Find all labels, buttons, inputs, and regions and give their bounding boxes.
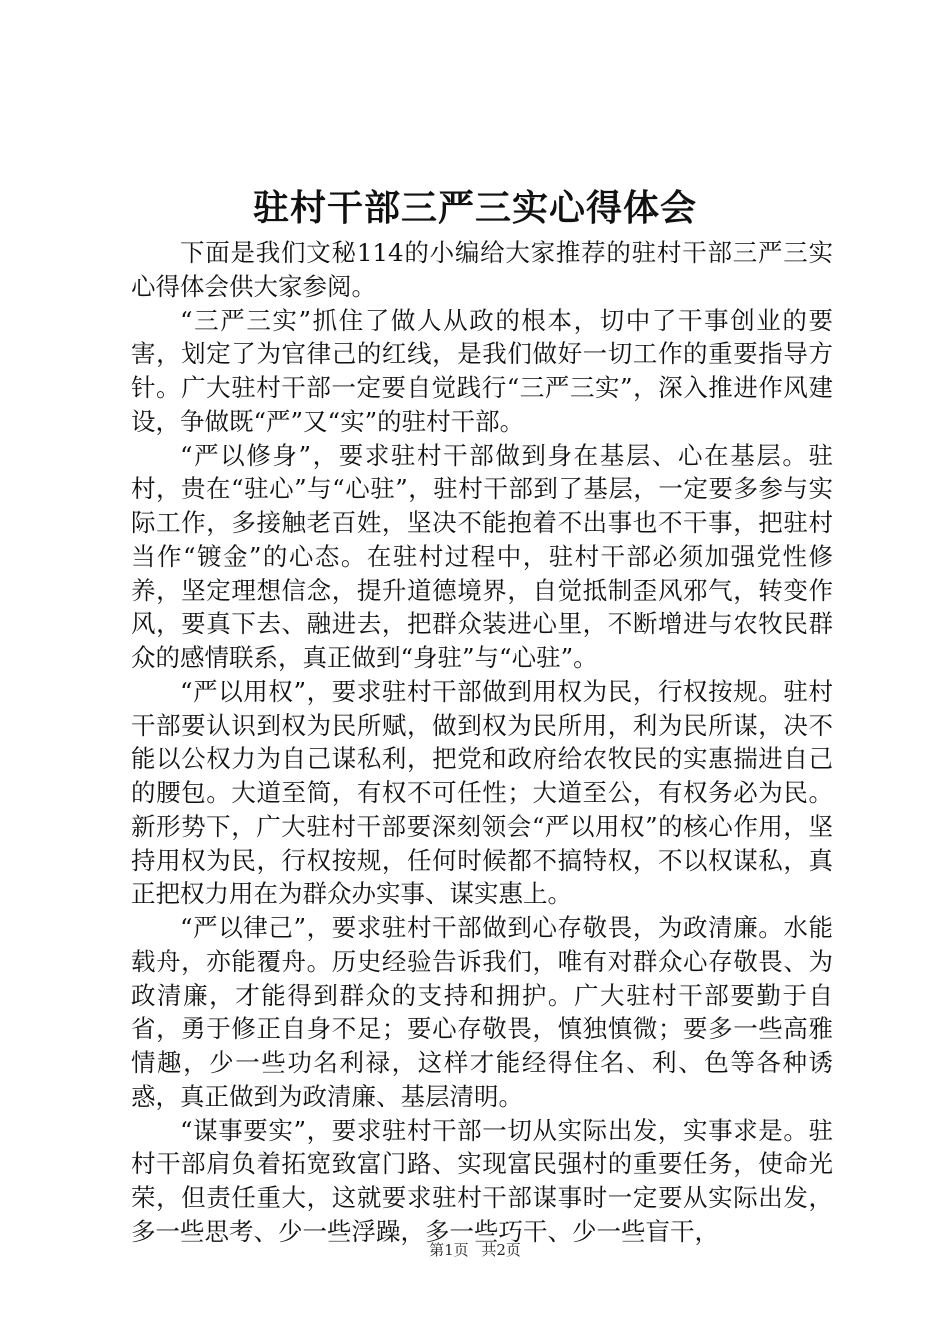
document-title: 驻村干部三严三实心得体会 bbox=[252, 187, 697, 229]
paragraph-self-discipline: “严以律己”，要求驻村干部做到心存敬畏，为政清廉。水能载舟，亦能覆舟。历史经验告诉我们，唯有对群众心存敬畏、为政清廉，才能得到群众的支持和拥护。广大驻村干部要勤于自省，勇于修正自身不足；要心存敬畏，慎独慎微；要多一些高雅情趣，少一些功名利禄，这样才能经得住名、利、色等各种诱惑，真正做到为政清廉、基层清明。 bbox=[131, 913, 833, 1111]
paragraph-use-of-power: “严以用权”，要求驻村干部做到用权为民，行权按规。驻村干部要认识到权为民所赋，做到权为民所用，利为民所谋，决不能以公权力为自己谋私利，把党和政府给农牧民的实惠揣进自己的腰包。大道至简，有权不可任性；大道至公，有权务必为民。新形势下，广大驻村干部要深刻领会“严以用权”的核心作用，坚持用权为民，行权按规，任何时候都不搞特权，不以权谋私，真正把权力用在为群众办实事、谋实惠上。 bbox=[131, 676, 833, 909]
page-total: 共2页 bbox=[481, 1241, 521, 1259]
paragraph-practical-planning: “谋事要实”，要求驻村干部一切从实际出发，实事求是。驻村干部肩负着拓宽致富门路、实现富民强村的重要任务，使命光荣，但责任重大，这就要求驻村干部谋事时一定要从实际出发，多一些思考、少一些浮躁，多一些巧干、少一些盲干， bbox=[131, 1115, 833, 1246]
document-body bbox=[131, 236, 833, 1249]
paragraph-intro: 下面是我们文秘114的小编给大家推荐的驻村干部三严三实心得体会供大家参阅。 bbox=[131, 238, 833, 301]
page-footer bbox=[0, 1240, 950, 1260]
page-number: 第1页 bbox=[429, 1241, 469, 1259]
paragraph-self-cultivation: “严以修身”，要求驻村干部做到身在基层、心在基层。驻村，贵在“驻心”与“心驻”，驻村干部到了基层，一定要多参与实际工作，多接触老百姓，坚决不能抱着不出事也不干事，把驻村当作“镀金”的心态。在驻村过程中，驻村干部必须加强党性修养，坚定理想信念，提升道德境界，自觉抵制歪风邪气，转变作风，要真下去、融进去，把群众装进心里，不断增进与农牧民群众的感情联系，真正做到“身驻”与“心驻”。 bbox=[131, 440, 833, 672]
paragraph-overview: “三严三实”抓住了做人从政的根本，切中了干事创业的要害，划定了为官律己的红线，是我们做好一切工作的重要指导方针。广大驻村干部一定要自觉践行“三严三实”，深入推进作风建设，争做既“严”又“实”的驻村干部。 bbox=[131, 305, 833, 436]
